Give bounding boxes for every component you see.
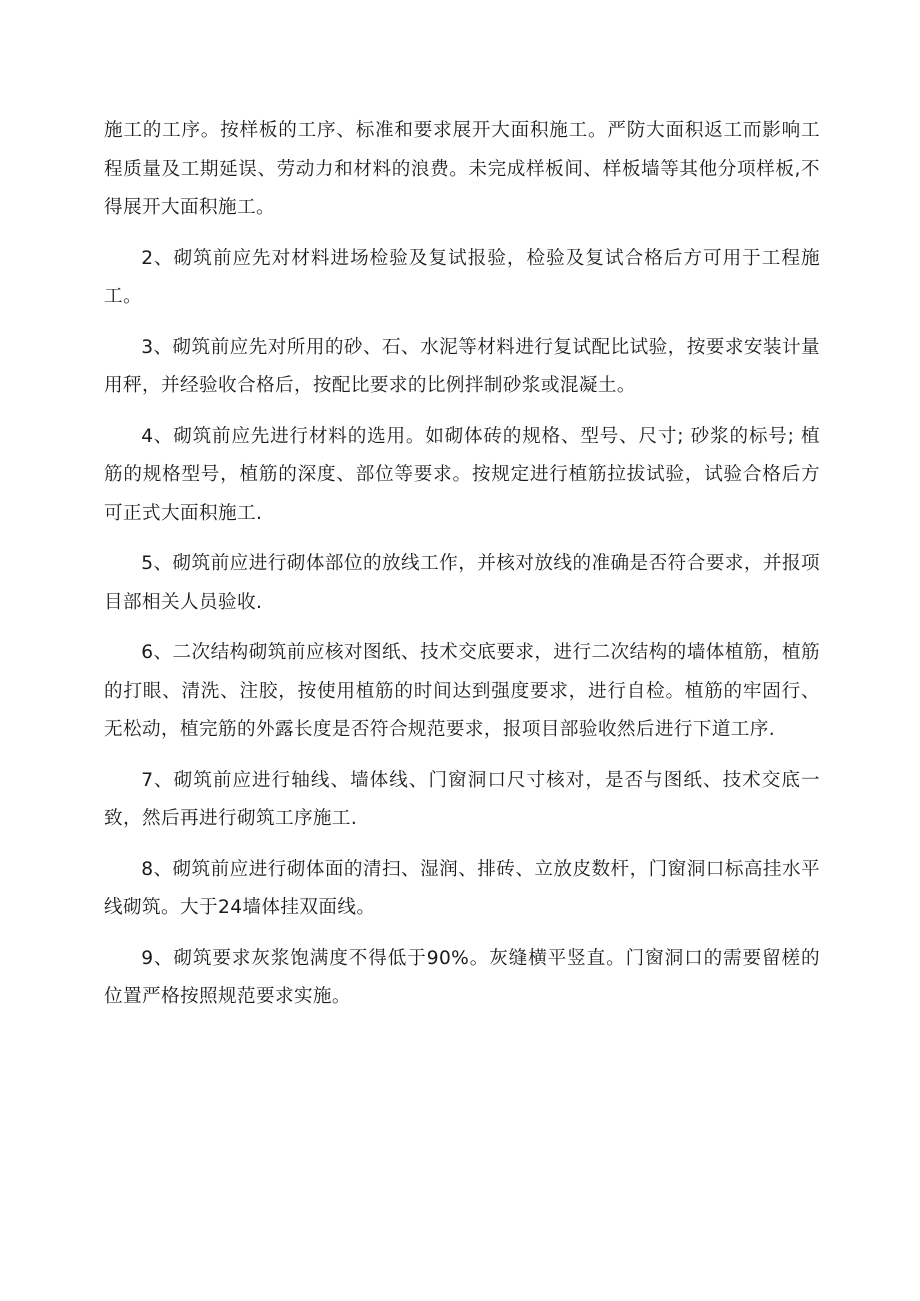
paragraph-item-6: 6、二次结构砌筑前应核对图纸、技术交底要求，进行二次结构的墙体植筋，植筋的打眼、清洗、注胶，按使用植筋的时间达到强度要求，进行自检。植筋的牢固行、无松动，植完筋的外露长度是否符合规范要求，报项目部验收然后进行下道工序. (104, 642, 820, 740)
paragraph-continuation: 施工的工序。按样板的工序、标准和要求展开大面积施工。严防大面积返工而影响工程质量及工期延误、劳动力和材料的浪费。未完成样板间、样板墙等其他分项样板,不得展开大面积施工。 (104, 120, 820, 218)
paragraph-item-3: 3、砌筑前应先对所用的砂、石、水泥等材料进行复试配比试验，按要求安装计量用秤，并经验收合格后，按配比要求的比例拌制砂浆或混凝土。 (104, 336, 820, 396)
paragraph-item-8: 8、砌筑前应进行砌体面的清扫、湿润、排砖、立放皮数杆，门窗洞口标高挂水平线砌筑。大于24墙体挂双面线。 (104, 858, 820, 918)
paragraph-item-4: 4、砌筑前应先进行材料的选用。如砌体砖的规格、型号、尺寸; 砂浆的标号; 植筋的规格型号，植筋的深度、部位等要求。按规定进行植筋拉拔试验，试验合格后方可正式大面积施工. (104, 425, 820, 524)
paragraph-item-2: 2、砌筑前应先对材料进场检验及复试报验，检验及复试合格后方可用于工程施工。 (104, 247, 820, 307)
paragraph-item-5: 5、砌筑前应进行砌体部位的放线工作，并核对放线的准确是否符合要求，并报项目部相关人员验收. (104, 553, 820, 613)
paragraph-item-9: 9、砌筑要求灰浆饱满度不得低于90%。灰缝横平竖直。门窗洞口的需要留槎的位置严格按照规范要求实施。 (104, 947, 820, 1007)
paragraph-item-7: 7、砌筑前应进行轴线、墙体线、门窗洞口尺寸核对，是否与图纸、技术交底一致，然后再进行砌筑工序施工. (104, 769, 820, 829)
